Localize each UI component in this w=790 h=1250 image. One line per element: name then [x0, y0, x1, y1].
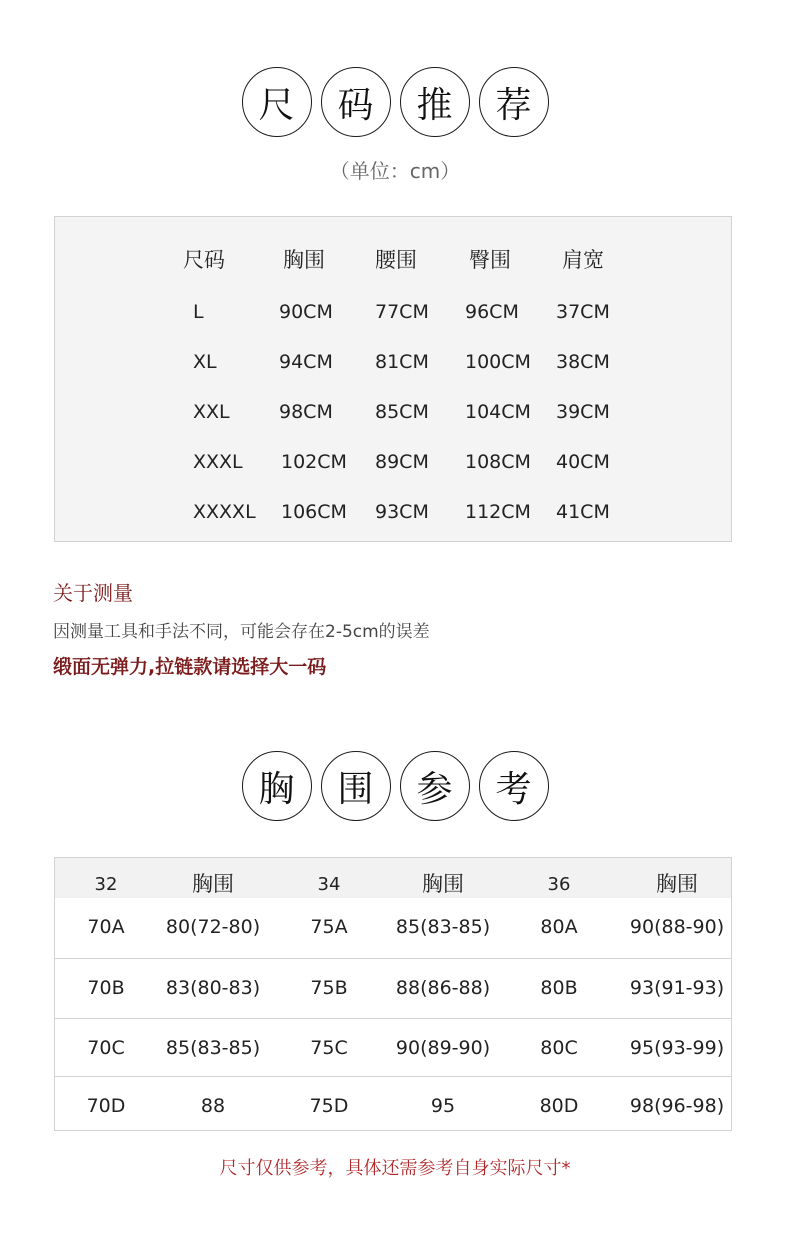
title-char-circle: 推 [400, 67, 470, 137]
cell-cup: 70A [87, 916, 125, 938]
cell-bust: 85(83-85) [165, 1036, 261, 1059]
cell-size: XXXXL [193, 501, 256, 523]
cell-cup: 75D [309, 1094, 349, 1117]
cell-bust: 83(80-83) [165, 976, 261, 999]
cell-cup: 75B [310, 976, 348, 999]
cell-cup: 70D [86, 1094, 126, 1117]
cell-bust: 98CM [279, 401, 333, 423]
cell-cup: 80C [540, 1036, 578, 1059]
header-bust: 胸围 [192, 872, 234, 896]
cell-cup: 70B [87, 976, 125, 999]
bust-row [55, 958, 731, 1016]
cell-waist: 77CM [375, 301, 429, 323]
cell-cup: 80D [539, 1094, 579, 1117]
title-char-circle: 码 [321, 67, 391, 137]
measurement-note-title: 关于测量 [53, 581, 133, 605]
cell-bust: 90(89-90) [395, 1036, 491, 1059]
disclaimer-note: 尺寸仅供参考，具体还需参考自身实际尺寸* [219, 1158, 571, 1179]
cell-bust: 88(86-88) [395, 976, 491, 999]
title-char-circle: 荐 [479, 67, 549, 137]
cell-bust: 94CM [279, 351, 333, 373]
cell-shoulder: 37CM [556, 301, 610, 323]
cell-hip: 104CM [465, 401, 531, 423]
cell-waist: 93CM [375, 501, 429, 523]
measurement-note-text: 因测量工具和手法不同，可能会存在2-5cm的误差 [53, 622, 430, 642]
cell-size: XL [193, 351, 217, 373]
header-shoulder: 肩宽 [562, 248, 604, 272]
cell-hip: 108CM [465, 451, 531, 473]
cell-bust: 95 [430, 1094, 456, 1117]
unit-note: （单位：cm） [329, 159, 461, 183]
cell-bust: 93(91-93) [629, 976, 725, 999]
cell-size: L [193, 301, 204, 323]
cell-cup: 70C [87, 1036, 125, 1059]
cell-cup: 80B [540, 976, 578, 999]
bust-reference-title [0, 751, 790, 821]
header-bust: 胸围 [283, 248, 325, 272]
cell-hip: 112CM [465, 501, 531, 523]
title-char-circle: 胸 [242, 751, 312, 821]
size-table [54, 216, 732, 542]
cell-waist: 85CM [375, 401, 429, 423]
cell-shoulder: 38CM [556, 351, 610, 373]
header-bust: 胸围 [656, 872, 698, 896]
header-bust: 胸围 [422, 872, 464, 896]
bust-row [55, 1076, 731, 1134]
bust-row [55, 898, 731, 956]
cell-cup: 80A [540, 916, 578, 938]
size-table-header [55, 245, 731, 275]
header-size: 尺码 [183, 248, 225, 272]
title-char-circle: 考 [479, 751, 549, 821]
header-hip: 臀围 [469, 248, 511, 272]
title-char-circle: 参 [400, 751, 470, 821]
size-recommendation-title [0, 67, 790, 137]
cell-hip: 96CM [465, 301, 519, 323]
header-band-32: 32 [94, 873, 118, 895]
cell-bust: 102CM [281, 451, 347, 473]
cell-waist: 89CM [375, 451, 429, 473]
size-row [55, 497, 731, 527]
size-row [55, 397, 731, 427]
header-band-36: 36 [547, 873, 571, 895]
header-band-34: 34 [317, 873, 341, 895]
cell-waist: 81CM [375, 351, 429, 373]
size-row [55, 297, 731, 327]
bust-table-header [55, 858, 731, 898]
cell-bust: 106CM [281, 501, 347, 523]
bust-reference-table [54, 857, 732, 1131]
cell-shoulder: 39CM [556, 401, 610, 423]
cell-bust: 88 [200, 1094, 226, 1117]
cell-size: XXL [193, 401, 230, 423]
size-row [55, 447, 731, 477]
cell-cup: 75A [310, 916, 348, 938]
cell-bust: 90(88-90) [629, 916, 725, 938]
cell-cup: 75C [310, 1036, 348, 1059]
title-char-circle: 尺 [242, 67, 312, 137]
cell-bust: 95(93-99) [629, 1036, 725, 1059]
cell-bust: 80(72-80) [165, 916, 261, 938]
cell-bust: 90CM [279, 301, 333, 323]
bust-row [55, 1018, 731, 1076]
cell-shoulder: 40CM [556, 451, 610, 473]
cell-shoulder: 41CM [556, 501, 610, 523]
header-waist: 腰围 [375, 248, 417, 272]
cell-bust: 85(83-85) [395, 916, 491, 938]
cell-size: XXXL [193, 451, 243, 473]
cell-hip: 100CM [465, 351, 531, 373]
size-advice-text: 缎面无弹力,拉链款请选择大一码 [53, 656, 327, 678]
cell-bust: 98(96-98) [629, 1094, 725, 1117]
title-char-circle: 围 [321, 751, 391, 821]
size-row [55, 347, 731, 377]
